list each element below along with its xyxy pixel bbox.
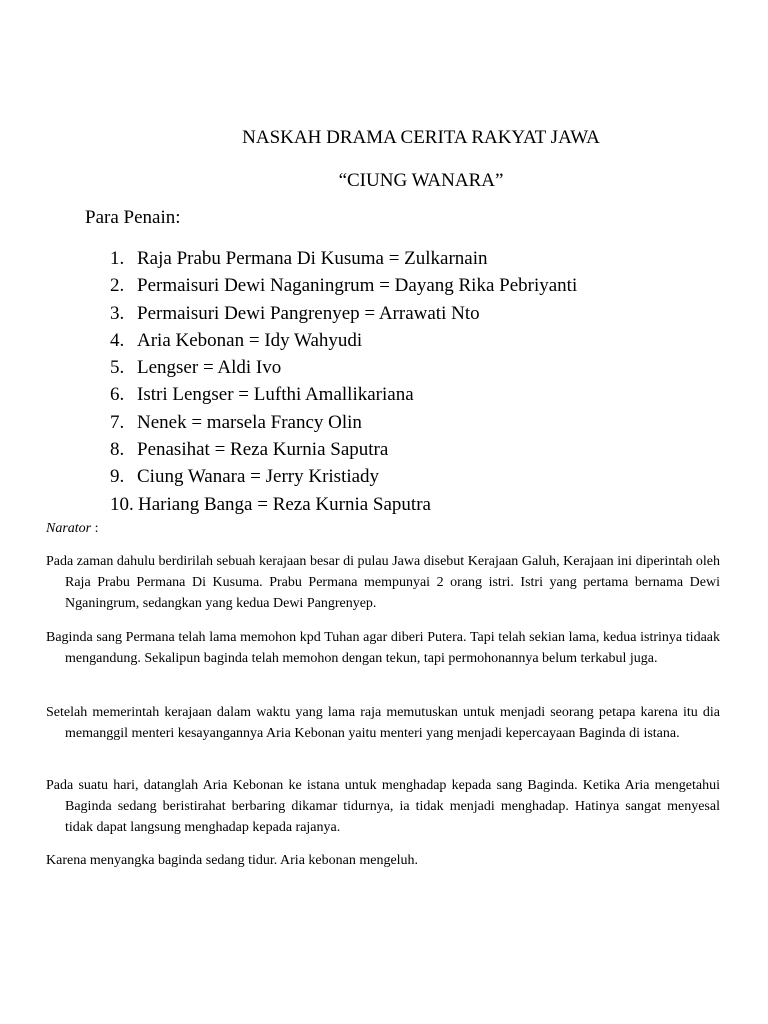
cast-entry: Nenek = marsela Francy Olin <box>137 411 362 433</box>
narration-paragraph: Karena menyangka baginda sedang tidur. Aria kebonan mengeluh. <box>46 853 419 868</box>
cast-entry: Raja Prabu Permana Di Kusuma = Zulkarnain <box>137 248 488 269</box>
narration-paragraph: Pada suatu hari, datanglah Aria Kebonan ke istana untuk menghadap kepada sang Baginda. Ketika Aria mengetahui Baginda sedang beristirahat berbaring dikamar tidurnya, ia tidak menjadi menghadap. Hatinya sangat menyesal tidak dapat langsung menghadap kepada rajanya. <box>46 778 720 835</box>
cast-entry: Aria Kebonan = Idy Wahyudi <box>137 329 363 351</box>
cast-entry: Lengser = Aldi Ivo <box>137 357 282 379</box>
cast-number: 2. <box>110 275 125 297</box>
narration-paragraph: Pada zaman dahulu berdirilah sebuah kerajaan besar di pulau Jawa disebut Kerajaan Galuh, Kerajaan ini diperintah oleh Raja Prabu Permana Di Kusuma. Prabu Permana mempunyai 2 orang istri. Istri yang pertama bernama Dewi Nganingrum, sedangkan yang kedua Dewi Pangrenyep. <box>46 554 720 611</box>
document-title: NASKAH DRAMA CERITA RAKYAT JAWA <box>242 127 600 148</box>
drama-title: “CIUNG WANARA” <box>338 170 504 191</box>
cast-entry: Penasihat = Reza Kurnia Saputra <box>137 439 389 461</box>
cast-number: 6. <box>110 384 125 406</box>
cast-number: 10. <box>110 493 134 515</box>
cast-entry: Permaisuri Dewi Pangrenyep = Arrawati Nto <box>137 302 480 324</box>
cast-entry: Ciung Wanara = Jerry Kristiady <box>137 466 380 488</box>
cast-number: 7. <box>110 411 125 433</box>
cast-number: 3. <box>110 302 125 324</box>
cast-heading: Para Penain: <box>85 207 181 228</box>
cast-entry: Hariang Banga = Reza Kurnia Saputra <box>138 493 431 515</box>
cast-number: 8. <box>110 439 125 461</box>
narrator-colon: : <box>91 521 99 536</box>
cast-number: 5. <box>110 357 125 379</box>
narrator-label <box>46 520 99 538</box>
narration-paragraph: Baginda sang Permana telah lama memohon kpd Tuhan agar diberi Putera. Tapi telah sekian lama, kedua istrinya tidaak mengandung. Sekalipun baginda telah memohon dengan tekun, tapi permohonannya belum terkabul juga. <box>46 630 720 666</box>
narration-paragraph: Setelah memerintah kerajaan dalam waktu yang lama raja memutuskan untuk menjadi seorang petapa karena itu dia memanggil menteri kesayangannya Aria Kebonan yaitu menteri yang menjadi kepercayaan Baginda di istana. <box>46 705 720 741</box>
cast-number: 9. <box>110 466 125 488</box>
cast-number: 1. <box>110 248 125 269</box>
cast-entry: Istri Lengser = Lufthi Amallikariana <box>137 384 414 406</box>
cast-number: 4. <box>110 329 125 351</box>
cast-entry: Permaisuri Dewi Naganingrum = Dayang Rika Pebriyanti <box>137 275 578 297</box>
narrator-name: Narator <box>46 521 92 536</box>
